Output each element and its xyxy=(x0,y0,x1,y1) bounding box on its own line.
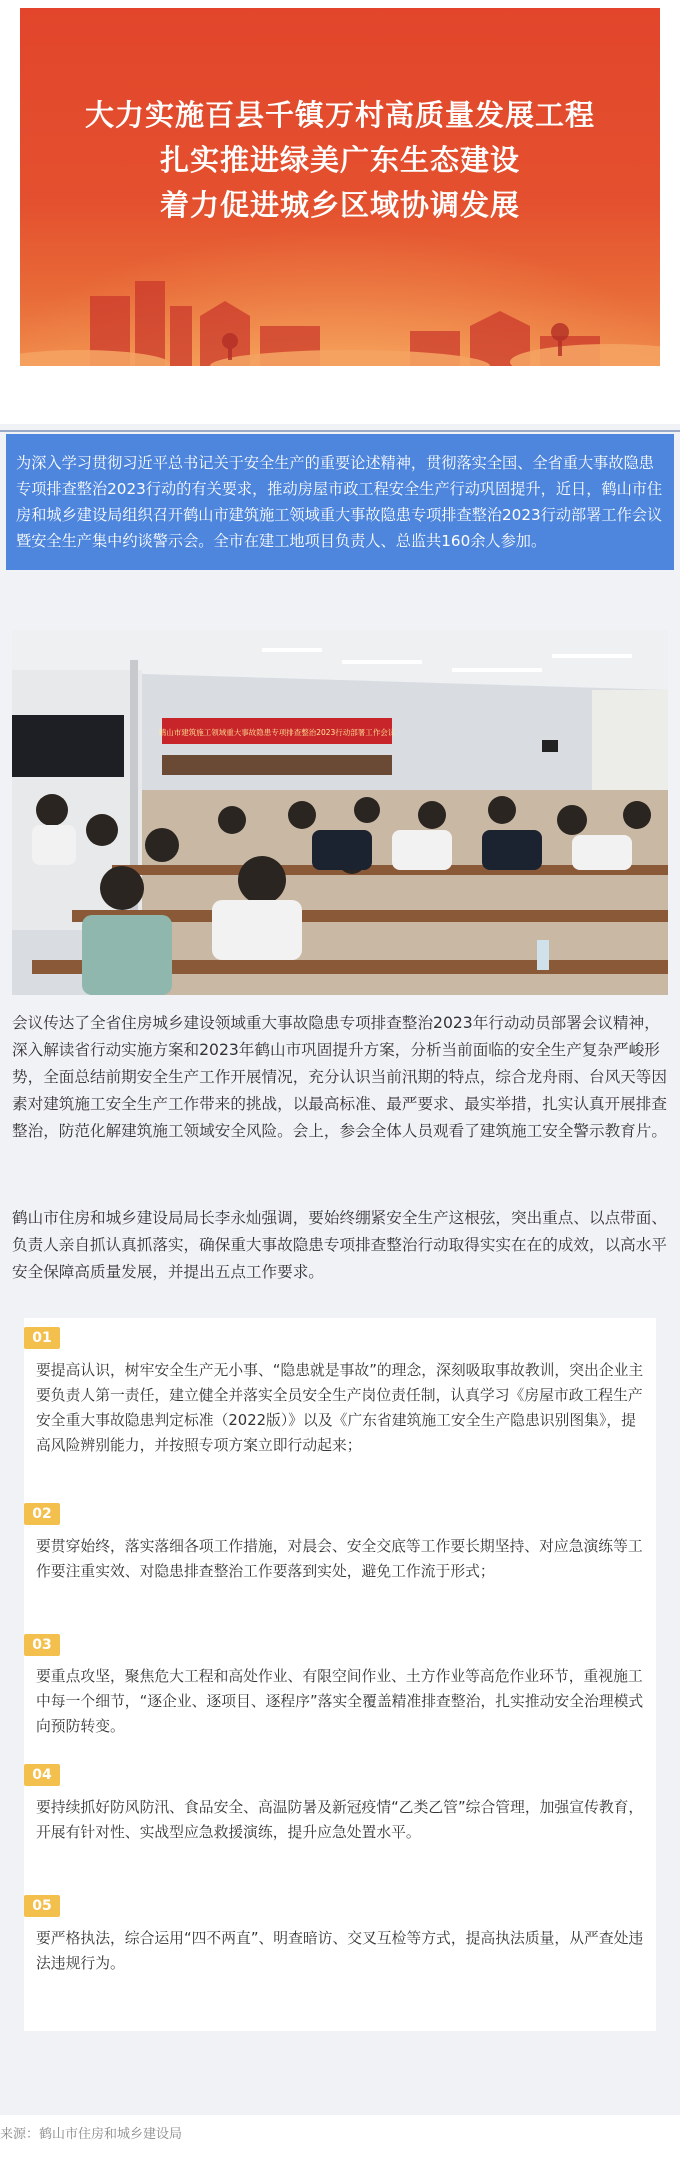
requirement-text-3: 要重点攻坚，聚焦危大工程和高处作业、有限空间作业、土方作业等高危作业环节，重视施工中每一个细节，“逐企业、逐项目、逐程序”落实全覆盖精准排查整治，扎实推动安全治理模式向预防转变。 xyxy=(36,1668,644,1735)
item-number-badge: 03 xyxy=(24,1634,60,1656)
body-paragraph-1: 会议传达了全省住房城乡建设领域重大事故隐患专项排查整治2023年行动动员部署会议精神，深入解读省行动实施方案和2023年鹤山市巩固提升方案，分析当前面临的安全生产复杂严峻形势，全面总结前期安全生产工作开展情况，充分认识当前汛期的特点，综合龙舟雨、台风天等因素对建筑施工安全生产工作带来的挑战，以最高标准、最严要求、最实举措，扎实认真开展排查整治，防范化解建筑施工领域安全风险。会上，参会全体人员观看了建筑施工安全警示教育片。 xyxy=(12,1014,667,1140)
header-banner xyxy=(20,8,660,366)
meeting-photo xyxy=(12,630,668,995)
requirement-text-1: 要提高认识，树牢安全生产无小事、“隐患就是事故”的理念，深刻吸取事故教训，突出企业主要负责人第一责任，建立健全并落实全员安全生产岗位责任制，认真学习《房屋市政工程生产安全重大事故隐患判定标准（2022版）》以及《广东省建筑施工安全生产隐患识别图集》，提高风险辨别能力，并按照专项方案立即行动起来； xyxy=(36,1362,644,1454)
requirement-text-4: 要持续抓好防风防汛、食品安全、高温防暑及新冠疫情“乙类乙管”综合管理，加强宣传教育，开展有针对性、实战型应急救援演练，提升应急处置水平。 xyxy=(36,1799,644,1841)
meeting-room-illustration xyxy=(12,630,668,995)
intro-text: 为深入学习贯彻习近平总书记关于安全生产的重要论述精神，贯彻落实全国、全省重大事故隐患专项排查整治2023行动的有关要求，推动房屋市政工程安全生产行动巩固提升，近日，鹤山市住房和城乡建设局组织召开鹤山市建筑施工领域重大事故隐患专项排查整治2023行动部署工作会议暨安全生产集中约谈警示会。全市在建工地项目负责人、总监共160余人参加。 xyxy=(16,454,663,550)
banner-headline-3: 着力促进城乡区域协调发展 xyxy=(159,188,520,222)
requirements-card xyxy=(24,1318,656,2031)
section-divider xyxy=(0,430,680,432)
requirement-text-5: 要严格执法，综合运用“四不两直”、明查暗访、交叉互检等方式，提高执法质量，从严查处违法违规行为。 xyxy=(36,1930,644,1972)
source-attribution: 来源：鹤山市住房和城乡建设局 xyxy=(0,2127,183,2142)
item-number-badge: 02 xyxy=(24,1503,60,1525)
banner-townscape-illustration xyxy=(20,246,660,366)
item-number-badge: 04 xyxy=(24,1764,60,1786)
intro-box xyxy=(6,434,674,570)
requirement-text-2: 要贯穿始终，落实落细各项工作措施，对晨会、安全交底等工作要长期坚持、对应急演练等工作要注重实效、对隐患排查整治工作要落到实处，避免工作流于形式； xyxy=(36,1538,643,1580)
body-paragraph-2: 鹤山市住房和城乡建设局局长李永灿强调，要始终绷紧安全生产这根弦，突出重点、以点带面、负责人亲自抓认真抓落实，确保重大事故隐患专项排查整治行动取得实实在在的成效，以高水平安全保障高质量发展，并提出五点工作要求。 xyxy=(12,1209,667,1281)
item-number-badge: 05 xyxy=(24,1895,60,1917)
banner-headline-2: 扎实推进绿美广东生态建设 xyxy=(159,143,520,177)
banner-headline-1: 大力实施百县千镇万村高质量发展工程 xyxy=(84,98,595,132)
meeting-screen-title: 鹤山市建筑施工领域重大事故隐患专项排查整治2023行动部署工作会议 xyxy=(158,728,396,737)
item-number-badge: 01 xyxy=(24,1327,60,1349)
